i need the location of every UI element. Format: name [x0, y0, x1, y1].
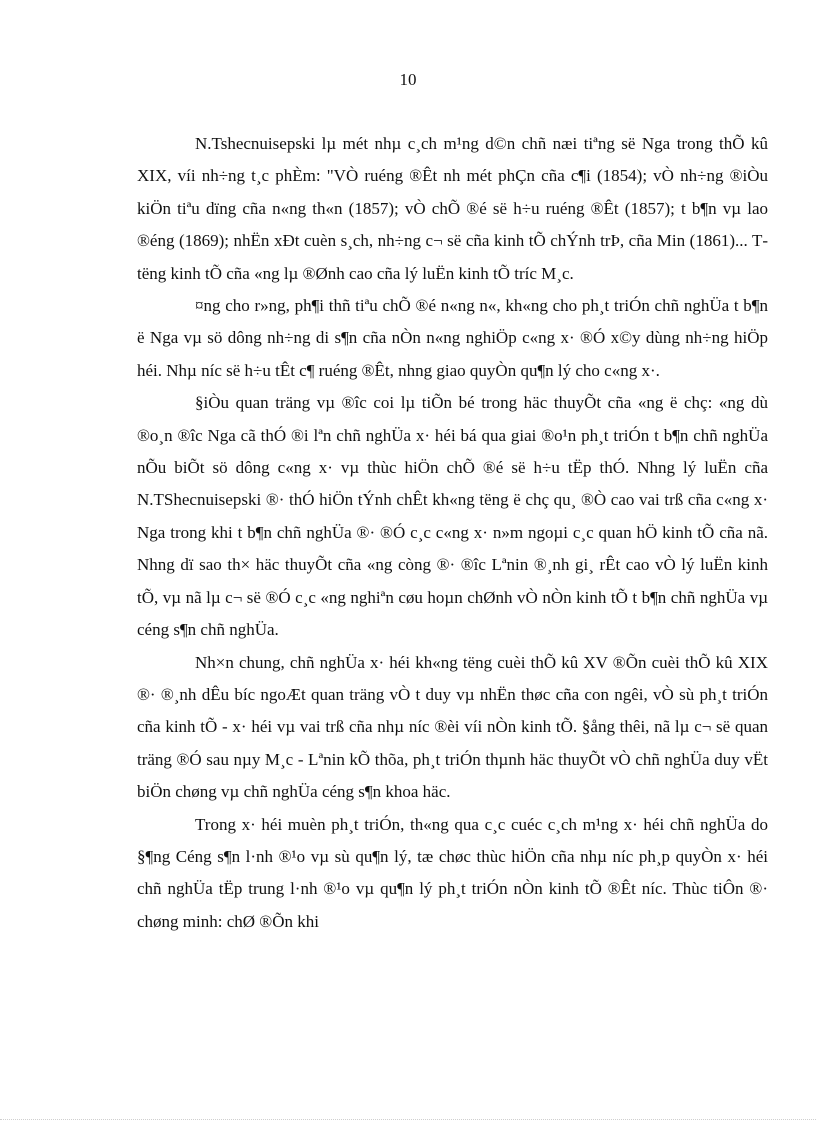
- paragraph-2: ¤ng cho r»ng, ph¶i thñ tiªu chÕ ®é n«ng n«, kh«ng cho ph¸t triÓn chñ nghÜa t b¶n ë Nga vµ sö dông nh÷ng di s¶n cña nÒn n«ng nghiÖp c«ng x· ®Ó x©y dùng nh÷ng hiÖp héi. Nhµ níc së h÷u tÊt c¶ ruéng ®Êt, nhng giao quyÒn qu¶n lý cho c«ng x·.: [137, 296, 768, 380]
- paragraph-4: Nh×n chung, chñ nghÜa x· héi kh«ng tëng cuèi thÕ kû XV ®Õn cuèi thÕ kû XIX ®· ®¸nh dÊu bíc ngoÆt quan träng vÒ t duy vµ nhËn thøc cña con ngêi, vÒ sù ph¸t triÓn cña kinh tÕ - x· héi vµ vai trß cña nhµ níc ®èi víi nÒn kinh tÕ. §ång thêi, nã lµ c¬ së quan träng ®Ó sau nµy M¸c - Lªnin kÕ thõa, ph¸t triÓn thµnh häc thuyÕt vÒ chñ nghÜa duy vËt biÖn chøng vµ chñ nghÜa céng s¶n khoa häc.: [137, 652, 768, 802]
- paragraph-3: §iÒu quan träng vµ ®îc coi lµ tiÕn bé trong häc thuyÕt cña «ng ë chç: «ng dù ®o¸n ®îc Nga cã thÓ ®i lªn chñ nghÜa x· héi bá qua giai ®o¹n ph¸t triÓn t b¶n chñ nghÜa nÕu biÕt sö dông c«ng x· vµ thùc hiÖn chÕ ®é së h÷u tËp thÓ. Nhng lý luËn cña N.TShecnuisepski ®· thÓ hiÖn tÝnh chÊt kh«ng tëng ë chç qu¸ ®Ò cao vai trß cña c«ng x· Nga trong khi t b¶n chñ nghÜa ®· ®Ó c¸c c«ng x· n»m ngoµi c¸c quan hÖ kinh tÕ cña nã. Nhng dï sao th× häc thuyÕt cña «ng còng ®· ®îc Lªnin ®¸nh gi¸ rÊt cao vÒ lý luËn kinh tÕ, vµ nã lµ c¬ së ®Ó c¸c «ng nghiªn cøu hoµn chØnh vÒ nÒn kinh tÕ t b¶n chñ nghÜa vµ céng s¶n chñ nghÜa.: [137, 393, 768, 640]
- document-body: [137, 128, 768, 938]
- page-bottom-border: [0, 1119, 816, 1120]
- paragraph-1: N.Tshecnuisepski lµ mét nhµ c¸ch m¹ng d©n chñ næi tiªng së Nga trong thÕ kû XIX, víi nh÷ng t¸c phÈm: "VÒ ruéng ®Êt nh mét phÇn cña c¶i (1854); vÒ nh÷ng ®iÒu kiÖn tiªu dïng cña n«ng th«n (1857); vÒ chÕ ®é së h÷u ruéng ®Êt (1857); t b¶n vµ lao ®éng (1869); nhËn xÐt cuèn s¸ch, nh÷ng c¬ së cña kinh tÕ chÝnh trÞ, cña Min (1861)... T tëng kinh tÕ cña «ng lµ ®Ønh cao cña lý luËn kinh tÕ tríc M¸c.: [137, 134, 768, 283]
- paragraph-5: Trong x· héi muèn ph¸t triÓn, th«ng qua c¸c cuéc c¸ch m¹ng x· héi chñ nghÜa do §¶ng Céng s¶n l·nh ®¹o vµ sù qu¶n lý, tæ chøc thùc hiÖn cña nhµ níc ph¸p quyÒn x· héi chñ nghÜa tËp trung l·nh ®¹o vµ qu¶n lý ph¸t triÓn nÒn kinh tÕ ®Êt níc. Thùc tiÔn ®· chøng minh: chØ ®Õn khi: [137, 814, 768, 931]
- page-number: 10: [399, 70, 417, 89]
